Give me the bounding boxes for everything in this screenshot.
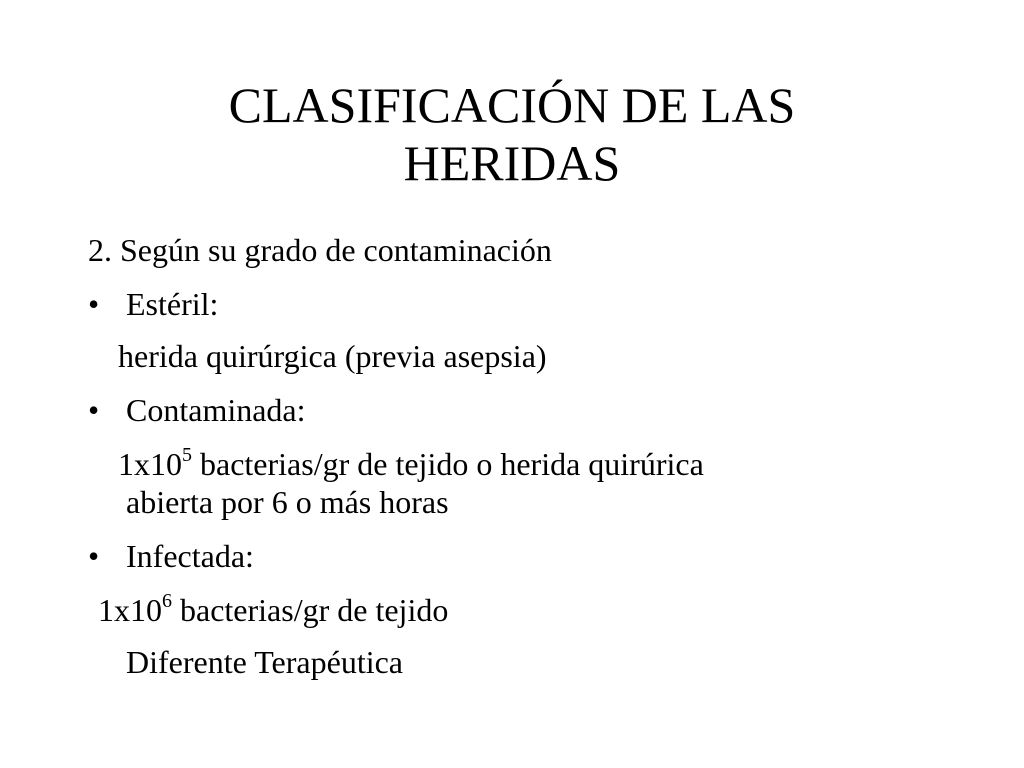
item-note-text: Diferente Terapéutica bbox=[126, 644, 403, 680]
detail-base: 1x10 bbox=[118, 446, 182, 482]
detail-rest: bacterias/gr de tejido o herida quirúrica bbox=[192, 446, 704, 482]
section-heading bbox=[88, 232, 552, 268]
item-detail-continuation bbox=[126, 484, 449, 520]
detail-rest: bacterias/gr de tejido bbox=[172, 592, 449, 628]
list-item-infected bbox=[88, 538, 254, 574]
detail-base: 1x10 bbox=[98, 592, 162, 628]
bullet-icon: • bbox=[88, 538, 100, 574]
item-label: Infectada: bbox=[126, 538, 254, 574]
title-line-1: CLASIFICACIÓN DE LAS bbox=[228, 77, 796, 133]
item-detail-line2: abierta por 6 o más horas bbox=[126, 484, 449, 520]
item-detail bbox=[98, 592, 448, 628]
bullet-icon: • bbox=[88, 392, 100, 428]
bullet-icon: • bbox=[88, 286, 100, 322]
title-line-2: HERIDAS bbox=[403, 135, 621, 191]
detail-exponent: 6 bbox=[162, 590, 172, 613]
detail-exponent: 5 bbox=[182, 444, 192, 467]
slide-title bbox=[0, 76, 1024, 192]
item-label: Estéril: bbox=[126, 286, 219, 322]
section-heading-text: 2. Según su grado de contaminación bbox=[88, 232, 552, 268]
item-detail-text: herida quirúrgica (previa asepsia) bbox=[118, 338, 547, 374]
item-detail bbox=[118, 338, 547, 374]
item-label: Contaminada: bbox=[126, 392, 306, 428]
item-detail bbox=[118, 446, 704, 482]
item-note bbox=[126, 644, 403, 680]
list-item-contaminated bbox=[88, 392, 306, 428]
list-item-sterile bbox=[88, 286, 218, 322]
